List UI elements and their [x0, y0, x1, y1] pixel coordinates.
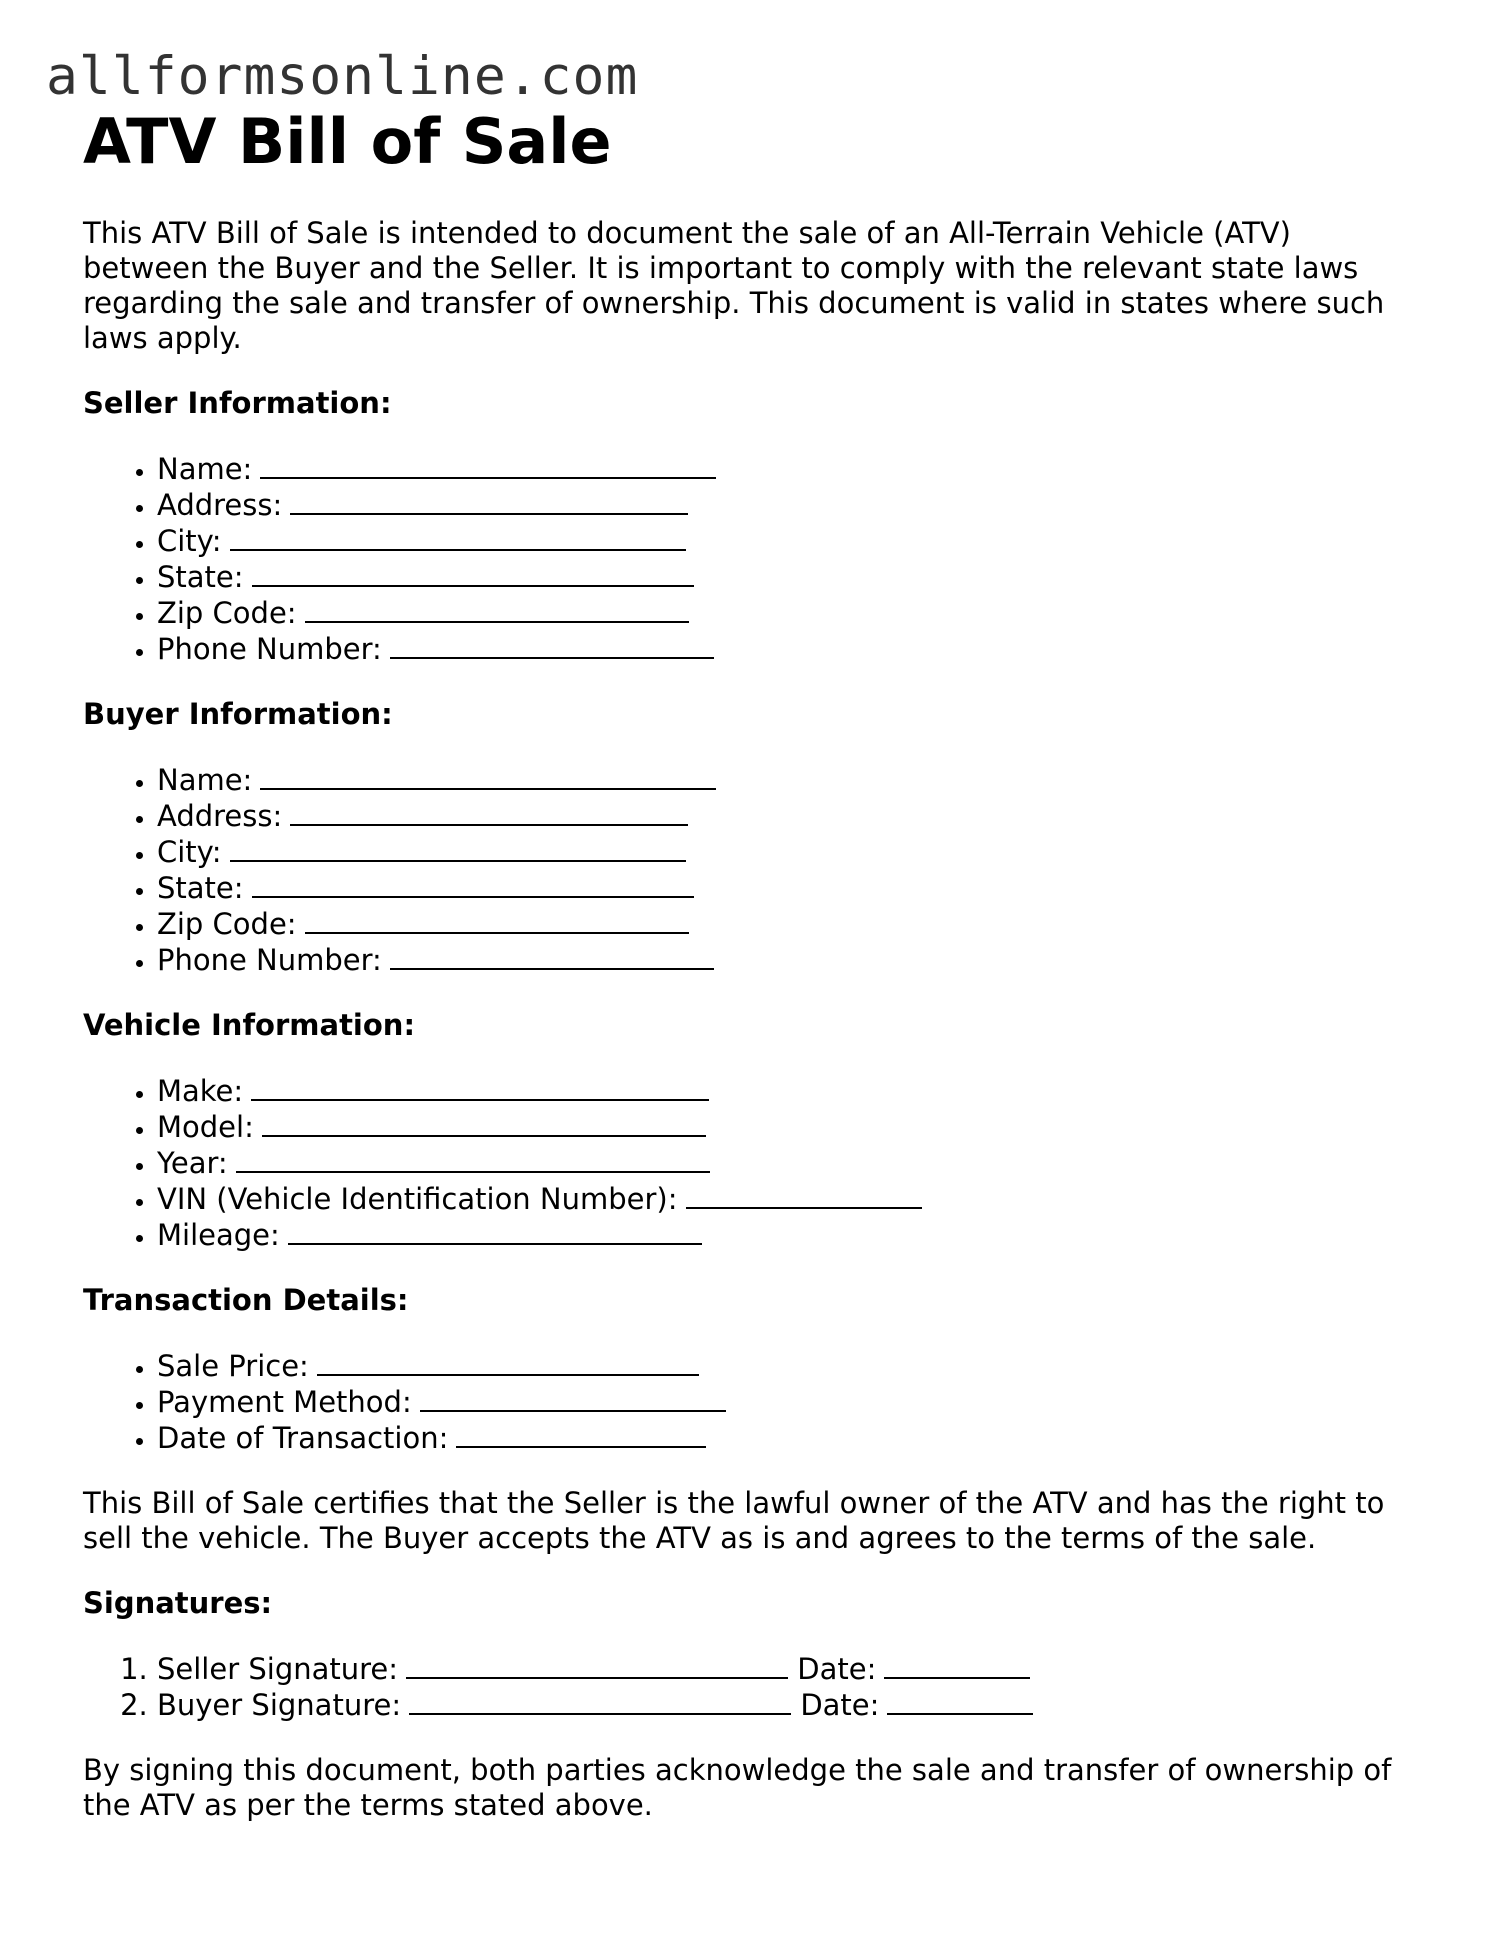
vehicle-make-field — [157, 1073, 1423, 1109]
signature-label: Seller Signature: — [157, 1652, 399, 1686]
buyer-zip-field — [157, 906, 1423, 942]
vehicle-vin-blank[interactable] — [686, 1181, 922, 1209]
site-watermark: allformsonline.com — [46, 46, 639, 107]
buyer-heading: Buyer Information: — [83, 697, 393, 731]
field-label: Year: — [157, 1146, 228, 1180]
seller-phone-blank[interactable] — [390, 631, 714, 659]
sale-price-blank[interactable] — [317, 1348, 699, 1376]
transaction-field-list — [83, 1348, 1423, 1456]
field-label: Model: — [157, 1110, 254, 1144]
buyer-signature-line — [157, 1687, 1423, 1723]
buyer-field-list — [83, 762, 1423, 978]
buyer-state-field — [157, 870, 1423, 906]
vehicle-vin-field — [157, 1181, 1423, 1217]
seller-zip-blank[interactable] — [305, 595, 689, 623]
transaction-heading: Transaction Details: — [83, 1283, 409, 1317]
seller-address-blank[interactable] — [290, 487, 688, 515]
vehicle-heading: Vehicle Information: — [83, 1008, 416, 1042]
buyer-phone-blank[interactable] — [390, 942, 714, 970]
field-label: Mileage: — [157, 1218, 280, 1252]
seller-state-field — [157, 559, 1423, 595]
seller-heading: Seller Information: — [83, 386, 392, 420]
field-label: City: — [157, 524, 222, 558]
vehicle-make-blank[interactable] — [251, 1073, 709, 1101]
vehicle-model-field — [157, 1109, 1423, 1145]
field-label: VIN (Vehicle Identification Number): — [157, 1182, 678, 1216]
seller-field-list — [83, 451, 1423, 667]
field-label: Zip Code: — [157, 596, 297, 630]
document-body — [83, 105, 1423, 1823]
transaction-date-field — [157, 1420, 1423, 1456]
signature-list — [83, 1651, 1423, 1723]
signatures-heading: Signatures: — [83, 1586, 273, 1620]
seller-city-blank[interactable] — [230, 523, 686, 551]
field-label: Make: — [157, 1074, 244, 1108]
buyer-city-field — [157, 834, 1423, 870]
buyer-name-field — [157, 762, 1423, 798]
field-label: Name: — [157, 763, 253, 797]
buyer-city-blank[interactable] — [230, 834, 686, 862]
date-label: Date: — [800, 1688, 880, 1722]
vehicle-year-blank[interactable] — [236, 1145, 710, 1173]
seller-phone-field — [157, 631, 1423, 667]
vehicle-field-list — [83, 1073, 1423, 1253]
seller-state-blank[interactable] — [252, 559, 694, 587]
vehicle-model-blank[interactable] — [262, 1109, 706, 1137]
seller-city-field — [157, 523, 1423, 559]
date-label: Date: — [797, 1652, 877, 1686]
field-label: Sale Price: — [157, 1349, 309, 1383]
transaction-date-blank[interactable] — [456, 1420, 706, 1448]
closing-paragraph: By signing this document, both parties acknowledge the sale and transfer of ownership of the ATV as per the terms stated above. — [83, 1753, 1392, 1822]
field-label: State: — [157, 560, 244, 594]
vehicle-year-field — [157, 1145, 1423, 1181]
seller-name-blank[interactable] — [260, 451, 716, 479]
field-label: Address: — [157, 799, 283, 833]
field-label: City: — [157, 835, 222, 869]
field-label: State: — [157, 871, 244, 905]
intro-paragraph: This ATV Bill of Sale is intended to document the sale of an All-Terrain Vehicle (ATV) between the Buyer and the Seller. It is important to comply with the relevant state laws regarding the sale and transfer of ownership. This document is valid in states where such laws apply. — [83, 216, 1385, 355]
payment-method-field — [157, 1384, 1423, 1420]
buyer-state-blank[interactable] — [252, 870, 694, 898]
seller-signature-blank[interactable] — [406, 1651, 788, 1679]
buyer-name-blank[interactable] — [260, 762, 716, 790]
buyer-date-blank[interactable] — [887, 1687, 1033, 1715]
buyer-zip-blank[interactable] — [305, 906, 689, 934]
document-title: ATV Bill of Sale — [83, 105, 612, 178]
vehicle-mileage-blank[interactable] — [288, 1217, 702, 1245]
seller-zip-field — [157, 595, 1423, 631]
field-label: Name: — [157, 452, 253, 486]
certification-paragraph: This Bill of Sale certifies that the Seller is the lawful owner of the ATV and has the right to sell the vehicle. The Buyer accepts the ATV as is and agrees to the terms of the sale. — [83, 1486, 1385, 1555]
field-label: Payment Method: — [157, 1385, 412, 1419]
field-label: Phone Number: — [157, 632, 382, 666]
field-label: Address: — [157, 488, 283, 522]
sale-price-field — [157, 1348, 1423, 1384]
signature-label: Buyer Signature: — [157, 1688, 402, 1722]
seller-signature-line — [157, 1651, 1423, 1687]
field-label: Date of Transaction: — [157, 1421, 449, 1455]
buyer-signature-blank[interactable] — [409, 1687, 791, 1715]
seller-address-field — [157, 487, 1423, 523]
payment-method-blank[interactable] — [420, 1384, 726, 1412]
field-label: Zip Code: — [157, 907, 297, 941]
vehicle-mileage-field — [157, 1217, 1423, 1253]
field-label: Phone Number: — [157, 943, 382, 977]
seller-name-field — [157, 451, 1423, 487]
buyer-address-field — [157, 798, 1423, 834]
buyer-address-blank[interactable] — [290, 798, 688, 826]
seller-date-blank[interactable] — [884, 1651, 1030, 1679]
buyer-phone-field — [157, 942, 1423, 978]
